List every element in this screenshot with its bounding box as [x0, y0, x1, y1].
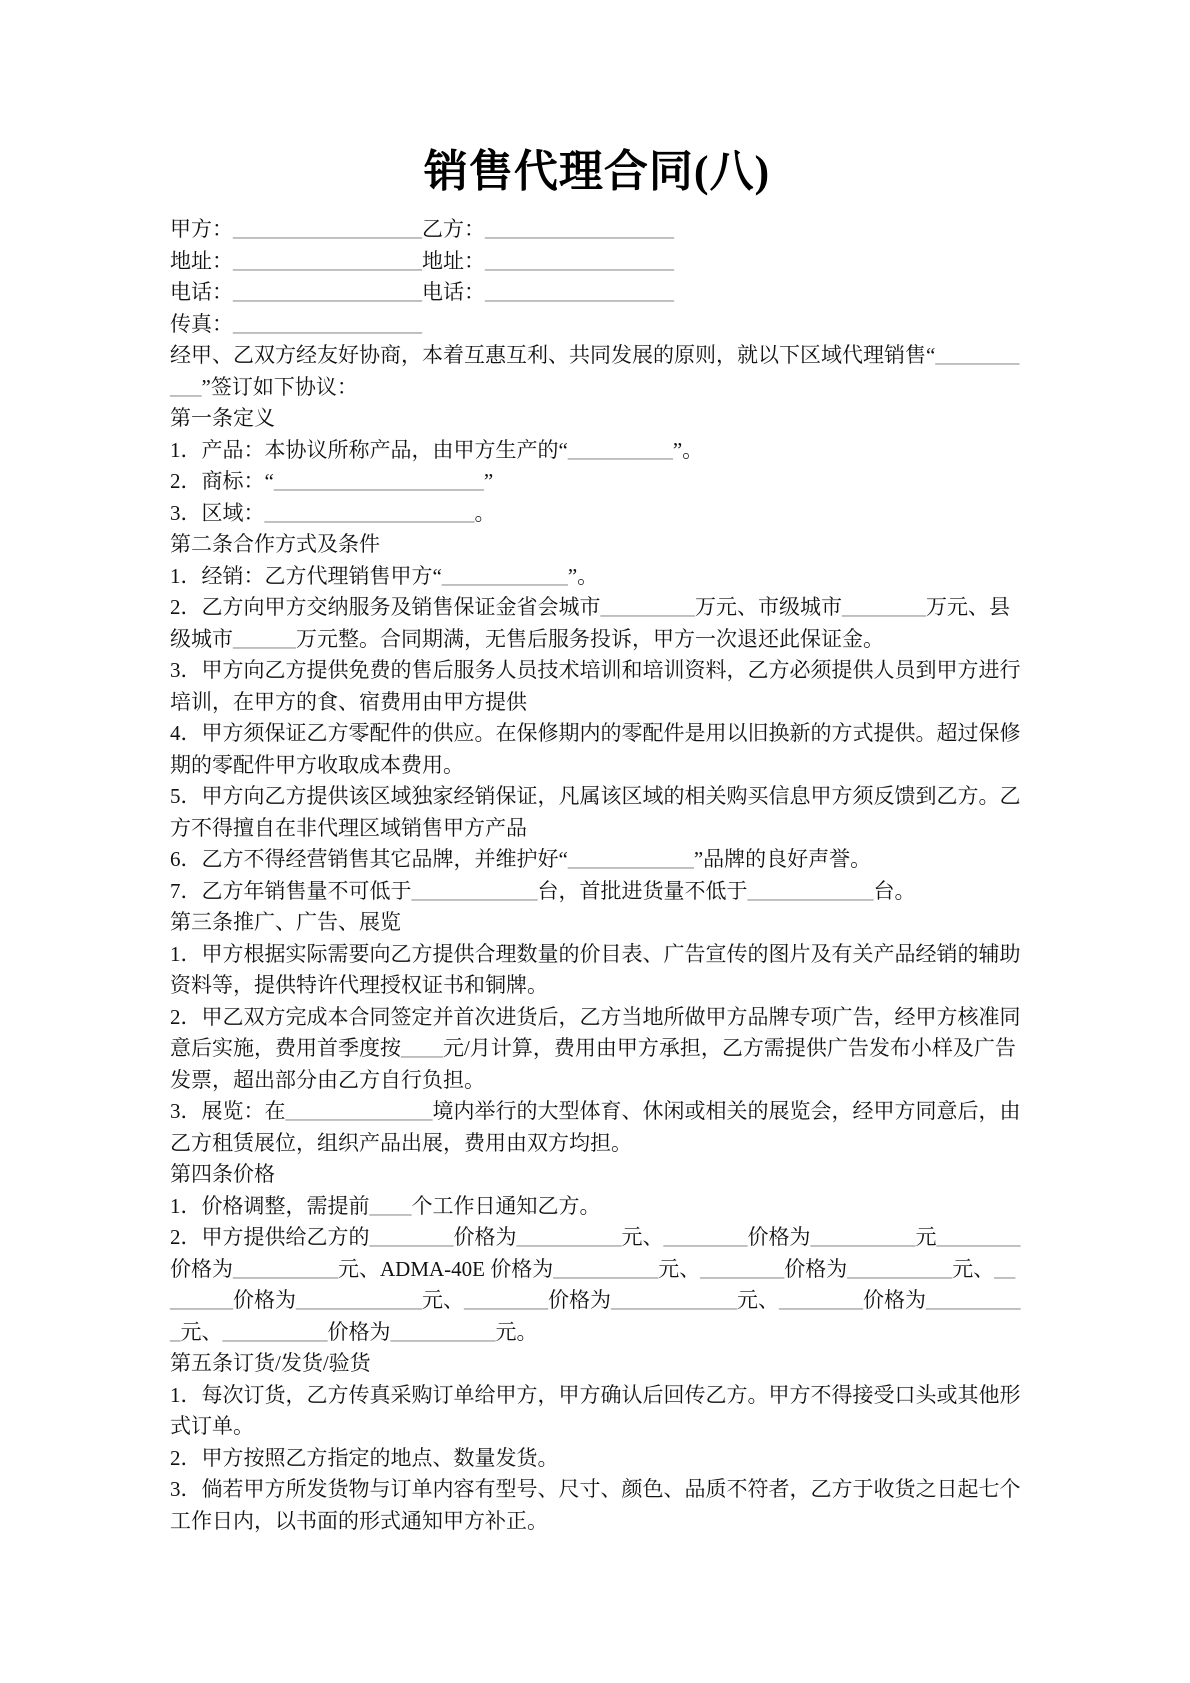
fill-in-blank: ________: [779, 1288, 863, 1312]
contract-paragraph: 1．每次订货，乙方传真采购订单给甲方，甲方确认后回传乙方。甲方不得接受口头或其他形式订单。: [170, 1382, 1021, 1438]
fill-in-blank: __________________: [233, 248, 422, 273]
header-row-fax: 传真：__________________: [170, 311, 422, 336]
section-heading-article-3: 第三条推广、广告、展览: [170, 910, 401, 934]
section-heading-article-4: 第四条价格: [170, 1162, 275, 1186]
section-heading-article-2: 第二条合作方式及条件: [170, 532, 380, 556]
fill-in-blank: ____________: [441, 563, 568, 588]
fill-in-blank: __________: [847, 1256, 953, 1281]
fill-in-blank: __________: [810, 1225, 916, 1249]
fill-in-blank: __________: [553, 1256, 659, 1281]
contract-paragraph: 5．甲方向乙方提供该区域独家经销保证，凡属该区域的相关购买信息甲方须反馈到乙方。乙方不得擅自在非代理区域销售甲方产品: [170, 784, 1021, 840]
fill-in-blank: _________: [600, 595, 695, 619]
contract-paragraph: 1．产品：本协议所称产品，由甲方生产的“__________”。: [170, 437, 704, 462]
fill-in-blank: __________________: [233, 311, 422, 336]
document-title: 销售代理合同(八): [423, 147, 771, 196]
contract-paragraph: 2．乙方向甲方交纳服务及销售保证金省会城市_________万元、市级城市________万元、县级城市______万元整。合同期满，无售后服务投诉，甲方一次退还此保证金。: [170, 595, 1010, 651]
fill-in-blank: __________: [233, 1256, 338, 1281]
fill-in-blank: ____________: [411, 878, 538, 903]
contract-paragraph: 2．甲方提供给乙方的________价格为__________元、________价格为__________元________价格为__________元、ADMA-40E 价格为__________元、________价格为__________元、________价格为____________元、________价格为____________元、________价格为__________元、__________价格为__________元。: [170, 1225, 1021, 1344]
fill-in-blank: ___________: [170, 343, 1020, 399]
section-heading-article-1: 第一条定义: [170, 406, 275, 430]
header-row-party: 甲方：__________________乙方：__________________: [170, 217, 674, 241]
fill-in-blank: ____: [401, 1036, 443, 1060]
contract-paragraph: 3．倘若甲方所发货物与订单内容有型号、尺寸、颜色、品质不符者，乙方于收货之日起七个工作日内，以书面的形式通知甲方补正。: [170, 1477, 1021, 1533]
fill-in-blank: ______: [233, 626, 296, 651]
contract-paragraph: 2．甲乙双方完成本合同签定并首次进货后，乙方当地所做甲方品牌专项广告，经甲方核准同意后实施，费用首季度按____元/月计算，费用由甲方承担，乙方需提供广告发布小样及广告发票，超出部分由乙方自行负担。: [170, 1004, 1021, 1092]
fill-in-blank: ________: [464, 1288, 548, 1312]
contract-paragraph: 3．甲方向乙方提供免费的售后服务人员技术培训和培训资料，乙方必须提供人员到甲方进行培训，在甲方的食、宿费用由甲方提供: [170, 658, 1021, 714]
contract-paragraph: 1．甲方根据实际需要向乙方提供合理数量的价目表、广告宣传的图片及有关产品经销的辅助资料等，提供特许代理授权证书和铜牌。: [170, 941, 1021, 997]
section-heading-article-5: 第五条订货/发货/验货: [170, 1351, 371, 1375]
fill-in-blank: ____________: [611, 1288, 737, 1312]
fill-in-blank: ________: [663, 1225, 748, 1249]
fill-in-blank: __________: [567, 437, 673, 462]
fill-in-blank: ________: [842, 595, 926, 619]
fill-in-blank: __________________: [233, 280, 422, 304]
header-row-phone: 电话：__________________电话：__________________: [170, 280, 674, 304]
fill-in-blank: ____________: [296, 1288, 422, 1312]
fill-in-blank: ____: [369, 1193, 412, 1218]
fill-in-blank: __________: [170, 1288, 1021, 1344]
fill-in-blank: __________________: [485, 280, 674, 304]
contract-paragraph: 2．甲方按照乙方指定的地点、数量发货。: [170, 1445, 559, 1470]
header-row-address: 地址：__________________地址：__________________: [170, 248, 674, 273]
document-content: [170, 146, 1024, 1537]
fill-in-blank: ____________: [747, 878, 874, 903]
fill-in-blank: __________________: [485, 217, 674, 241]
contract-paragraph: 3．展览：在______________境内举行的大型体育、休闲或相关的展览会，经甲方同意后，由乙方租赁展位，组织产品出展，费用由双方均担。: [170, 1099, 1021, 1155]
fill-in-blank: ________: [369, 1225, 454, 1249]
fill-in-blank: ________: [700, 1256, 785, 1281]
contract-paragraph: 7．乙方年销售量不可低于____________台，首批进货量不低于____________台。: [170, 878, 916, 903]
fill-in-blank: ____________________: [264, 500, 475, 525]
fill-in-blank: ____________________: [273, 469, 484, 493]
fill-in-blank: __________: [222, 1319, 328, 1344]
fill-in-blank: ________: [170, 1256, 1016, 1312]
contract-paragraph: 2．商标：“____________________”: [170, 469, 494, 493]
fill-in-blank: __________________: [485, 248, 674, 273]
fill-in-blank: __________: [516, 1225, 622, 1249]
contract-paragraph: 6．乙方不得经营销售其它品牌，并维护好“____________”品牌的良好声誉。: [170, 847, 872, 871]
fill-in-blank: __________________: [233, 217, 422, 241]
contract-paragraph: 1．经销：乙方代理销售甲方“____________”。: [170, 563, 599, 588]
fill-in-blank: ________: [936, 1225, 1021, 1249]
fill-in-blank: ____________: [567, 847, 694, 871]
contract-paragraph: 1．价格调整，需提前____个工作日通知乙方。: [170, 1193, 601, 1218]
fill-in-blank: ______________: [285, 1099, 433, 1123]
contract-paragraph: 3．区域：____________________。: [170, 500, 496, 525]
contract-paragraph: 4．甲方须保证乙方零配件的供应。在保修期内的零配件是用以旧换新的方式提供。超过保修期的零配件甲方收取成本费用。: [170, 721, 1021, 777]
fill-in-blank: __________: [390, 1319, 496, 1344]
contract-preamble: 经甲、乙双方经友好协商，本着互惠互利、共同发展的原则，就以下区域代理销售“___________”签订如下协议：: [170, 343, 1020, 399]
